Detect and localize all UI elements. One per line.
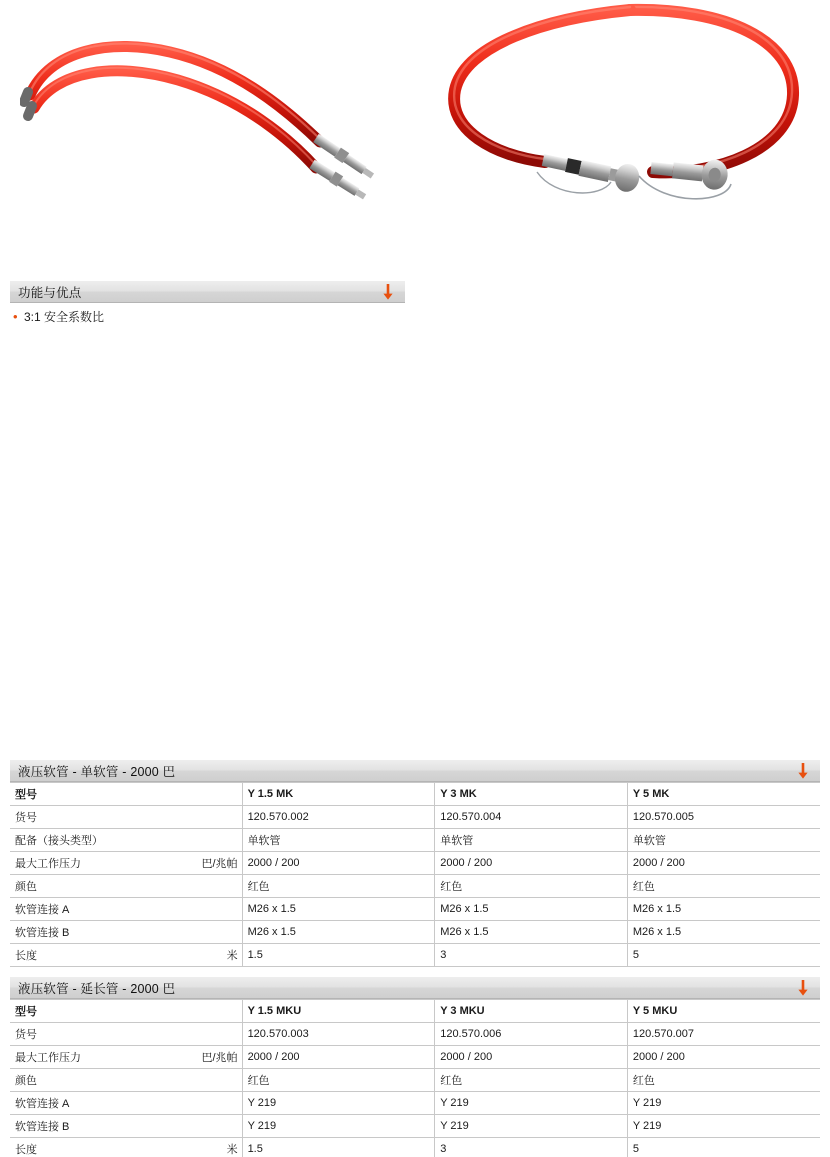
row-value: Y 219 xyxy=(435,1092,628,1115)
row-value: M26 x 1.5 xyxy=(435,921,628,944)
table2-title: 液压软管 - 延长管 - 2000 巴 xyxy=(18,981,176,996)
table-header-row xyxy=(10,1000,820,1023)
row-value: Y 219 xyxy=(242,1092,435,1115)
row-value: 120.570.007 xyxy=(627,1023,820,1046)
table2-col-1: Y 1.5 MKU xyxy=(242,1000,435,1023)
row-value: 1.5 xyxy=(242,1138,435,1157)
hose-image-left xyxy=(20,0,410,240)
row-label: 软管连接 B xyxy=(10,1115,242,1138)
row-value: M26 x 1.5 xyxy=(435,898,628,921)
row-value: M26 x 1.5 xyxy=(627,921,820,944)
row-value: M26 x 1.5 xyxy=(242,921,435,944)
table1 xyxy=(10,782,820,967)
row-value: 单软管 xyxy=(435,829,628,852)
table1-heading-bar xyxy=(10,760,820,782)
row-value: 红色 xyxy=(242,875,435,898)
table2-col-2: Y 3 MKU xyxy=(435,1000,628,1023)
row-label: 长度 米 xyxy=(10,944,242,967)
table1-col-1: Y 1.5 MK xyxy=(242,783,435,806)
arrow-down-icon xyxy=(792,760,814,782)
row-label: 软管连接 A xyxy=(10,1092,242,1115)
hose-image-right xyxy=(425,0,820,240)
table1-col-2: Y 3 MK xyxy=(435,783,628,806)
row-value: 红色 xyxy=(435,875,628,898)
table-row xyxy=(10,852,820,875)
row-value: 2000 / 200 xyxy=(435,852,628,875)
row-label: 货号 xyxy=(10,806,242,829)
row-label: 配备（接头类型） xyxy=(10,829,242,852)
row-value: Y 219 xyxy=(627,1115,820,1138)
table-header-row xyxy=(10,783,820,806)
table2-col-0: 型号 xyxy=(10,1000,242,1023)
row-value: 红色 xyxy=(242,1069,435,1092)
row-value: M26 x 1.5 xyxy=(242,898,435,921)
row-value: Y 219 xyxy=(435,1115,628,1138)
row-value: 5 xyxy=(627,944,820,967)
row-value: Y 219 xyxy=(627,1092,820,1115)
table2 xyxy=(10,999,820,1157)
row-value: 单软管 xyxy=(627,829,820,852)
row-value: 120.570.005 xyxy=(627,806,820,829)
row-value: 红色 xyxy=(627,875,820,898)
row-value: 2000 / 200 xyxy=(627,1046,820,1069)
features-heading-bar xyxy=(10,281,405,303)
table-row xyxy=(10,1046,820,1069)
table-row xyxy=(10,875,820,898)
row-label: 货号 xyxy=(10,1023,242,1046)
table-row xyxy=(10,1138,820,1157)
table-row xyxy=(10,1069,820,1092)
row-value: 红色 xyxy=(627,1069,820,1092)
table1-col-0: 型号 xyxy=(10,783,242,806)
row-label: 最大工作压力 巴/兆帕 xyxy=(10,852,242,875)
bullet-icon: • xyxy=(13,309,18,324)
row-value: Y 219 xyxy=(242,1115,435,1138)
table-row xyxy=(10,1115,820,1138)
row-value: 单软管 xyxy=(242,829,435,852)
table-row xyxy=(10,921,820,944)
row-value: 1.5 xyxy=(242,944,435,967)
row-value: 红色 xyxy=(435,1069,628,1092)
feature-text: 3:1 安全系数比 xyxy=(24,310,105,324)
row-value: 2000 / 200 xyxy=(627,852,820,875)
row-label: 颜色 xyxy=(10,875,242,898)
table-row xyxy=(10,1023,820,1046)
row-value: 120.570.006 xyxy=(435,1023,628,1046)
list-item xyxy=(10,309,510,325)
table2-heading-bar xyxy=(10,977,820,999)
row-value: 2000 / 200 xyxy=(242,852,435,875)
features-list xyxy=(10,309,510,327)
table-row xyxy=(10,806,820,829)
table-row xyxy=(10,829,820,852)
table-row xyxy=(10,1092,820,1115)
table1-col-3: Y 5 MK xyxy=(627,783,820,806)
row-value: 2000 / 200 xyxy=(242,1046,435,1069)
row-label: 长度 米 xyxy=(10,1138,242,1157)
row-label: 软管连接 A xyxy=(10,898,242,921)
row-label: 软管连接 B xyxy=(10,921,242,944)
row-label: 颜色 xyxy=(10,1069,242,1092)
table-row xyxy=(10,898,820,921)
row-value: 2000 / 200 xyxy=(435,1046,628,1069)
row-label: 最大工作压力 巴/兆帕 xyxy=(10,1046,242,1069)
arrow-down-icon xyxy=(377,281,399,303)
table1-title: 液压软管 - 单软管 - 2000 巴 xyxy=(18,764,176,779)
row-value: 3 xyxy=(435,1138,628,1157)
arrow-down-icon xyxy=(792,977,814,999)
table2-col-3: Y 5 MKU xyxy=(627,1000,820,1023)
row-value: 120.570.004 xyxy=(435,806,628,829)
table-row xyxy=(10,944,820,967)
row-value: 3 xyxy=(435,944,628,967)
row-value: 120.570.002 xyxy=(242,806,435,829)
product-image-area xyxy=(0,0,830,250)
row-value: M26 x 1.5 xyxy=(627,898,820,921)
features-title: 功能与优点 xyxy=(18,285,82,300)
row-value: 5 xyxy=(627,1138,820,1157)
row-value: 120.570.003 xyxy=(242,1023,435,1046)
